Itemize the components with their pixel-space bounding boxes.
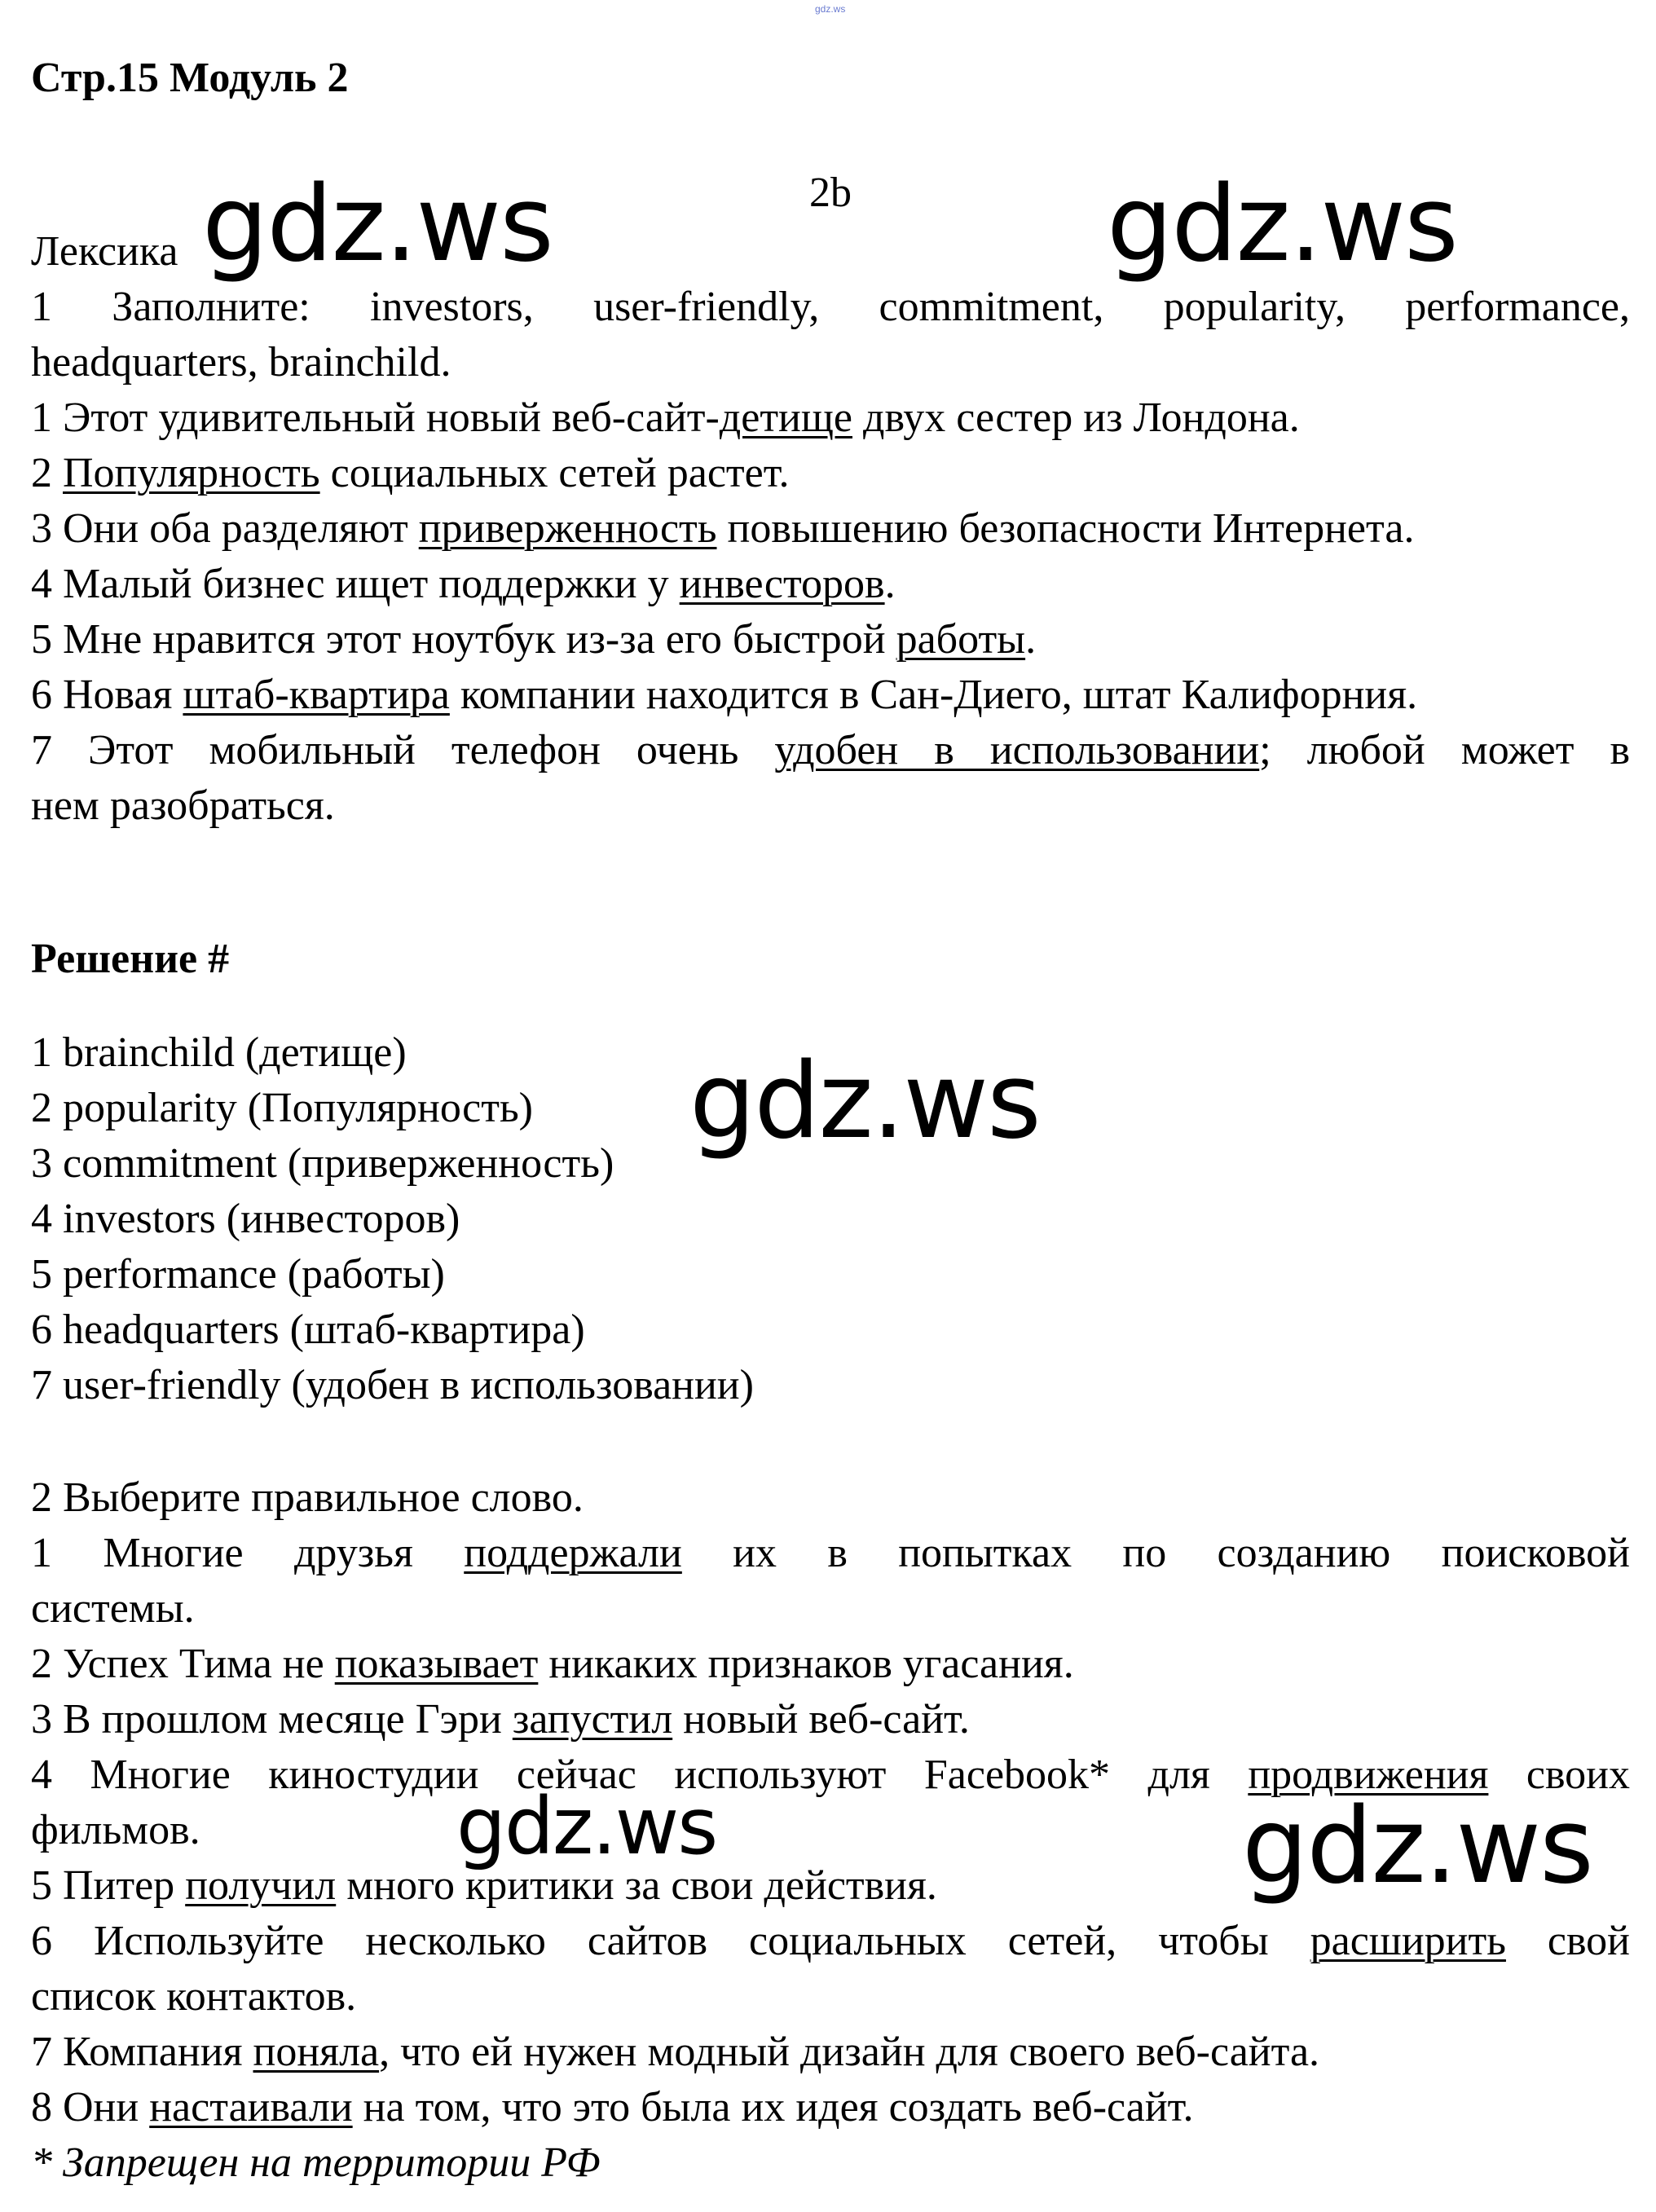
exercise1-item: 6 Новая штаб-квартира компании находится в Сан-Диего, штат Калифорния.	[31, 672, 1418, 718]
exercise1-item: 4 Малый бизнес ищет поддержки у инвесторов.	[31, 561, 896, 607]
exercise1-item: 1 Этот удивительный новый веб-сайт-детище двух сестер из Лондона.	[31, 394, 1300, 441]
exercise1-item: 7 Этот мобильный телефон очень удобен в использовании; любой может в	[31, 727, 1631, 773]
answer-line: 5 performance (работы)	[31, 1251, 445, 1298]
watermark: gdz.ws	[1242, 1786, 1592, 1907]
exercise2-item: 4 Многие киностудии сейчас используют Facebook* для продвижения своих	[31, 1752, 1630, 1798]
exercise2-item: 8 Они настаивали на том, что это была их идея создать веб-сайт.	[31, 2084, 1194, 2130]
exercise2-item: 7 Компания поняла, что ей нужен модный дизайн для своего веб-сайта.	[31, 2029, 1320, 2075]
exercise2-item-continuation: фильмов.	[31, 1807, 200, 1853]
solution-heading: Решение #	[31, 936, 230, 982]
exercise1-item-continuation: нем разобраться.	[31, 782, 335, 829]
exercise2-item-continuation: системы.	[31, 1585, 195, 1632]
exercise2-item-continuation: список контактов.	[31, 1973, 357, 2020]
top-small-watermark: gdz.ws	[815, 3, 846, 15]
answer-line: 2 popularity (Популярность)	[31, 1085, 533, 1131]
exercise1-item: 3 Они оба разделяют приверженность повышению безопасности Интернета.	[31, 505, 1415, 552]
answer-line: 4 investors (инвесторов)	[31, 1196, 460, 1242]
exercise1-item: 2 Популярность социальных сетей растет.	[31, 450, 790, 496]
footnote: * Запрещен на территории РФ	[31, 2139, 601, 2186]
exercise2-item: 6 Используйте несколько сайтов социальных сетей, чтобы расширить свой	[31, 1918, 1630, 1964]
section-heading-vocabulary: Лексика	[31, 228, 178, 275]
exercise2-item: 1 Многие друзья поддержали их в попытках по созданию поисковой	[31, 1530, 1630, 1576]
answer-line: 7 user-friendly (удобен в использовании)	[31, 1362, 754, 1408]
watermark: gdz.ws	[1107, 164, 1457, 285]
exercise-label: 2b	[809, 170, 852, 216]
exercise2-instruction: 2 Выберите правильное слово.	[31, 1474, 584, 1521]
exercise2-item: 3 В прошлом месяце Гэри запустил новый веб-сайт.	[31, 1696, 970, 1743]
exercise1-item: 5 Мне нравится этот ноутбук из-за его быстрой работы.	[31, 616, 1037, 663]
exercise2-item: 2 Успех Тима не показывает никаких признаков угасания.	[31, 1641, 1074, 1687]
page-title: Стр.15 Модуль 2	[31, 55, 349, 101]
watermark: gdz.ws	[202, 164, 553, 285]
answer-line: 1 brainchild (детище)	[31, 1029, 407, 1076]
exercise1-instruction-line1: 1 Заполните: investors, user-friendly, commitment, popularity, performance,	[31, 284, 1630, 330]
exercise1-instruction-line2: headquarters, brainchild.	[31, 339, 451, 386]
answer-line: 3 commitment (приверженность)	[31, 1140, 614, 1187]
exercise2-item: 5 Питер получил много критики за свои действия.	[31, 1862, 937, 1909]
watermark: gdz.ws	[689, 1041, 1040, 1162]
answer-line: 6 headquarters (штаб-квартира)	[31, 1306, 585, 1353]
watermark: gdz.ws	[456, 1781, 717, 1872]
